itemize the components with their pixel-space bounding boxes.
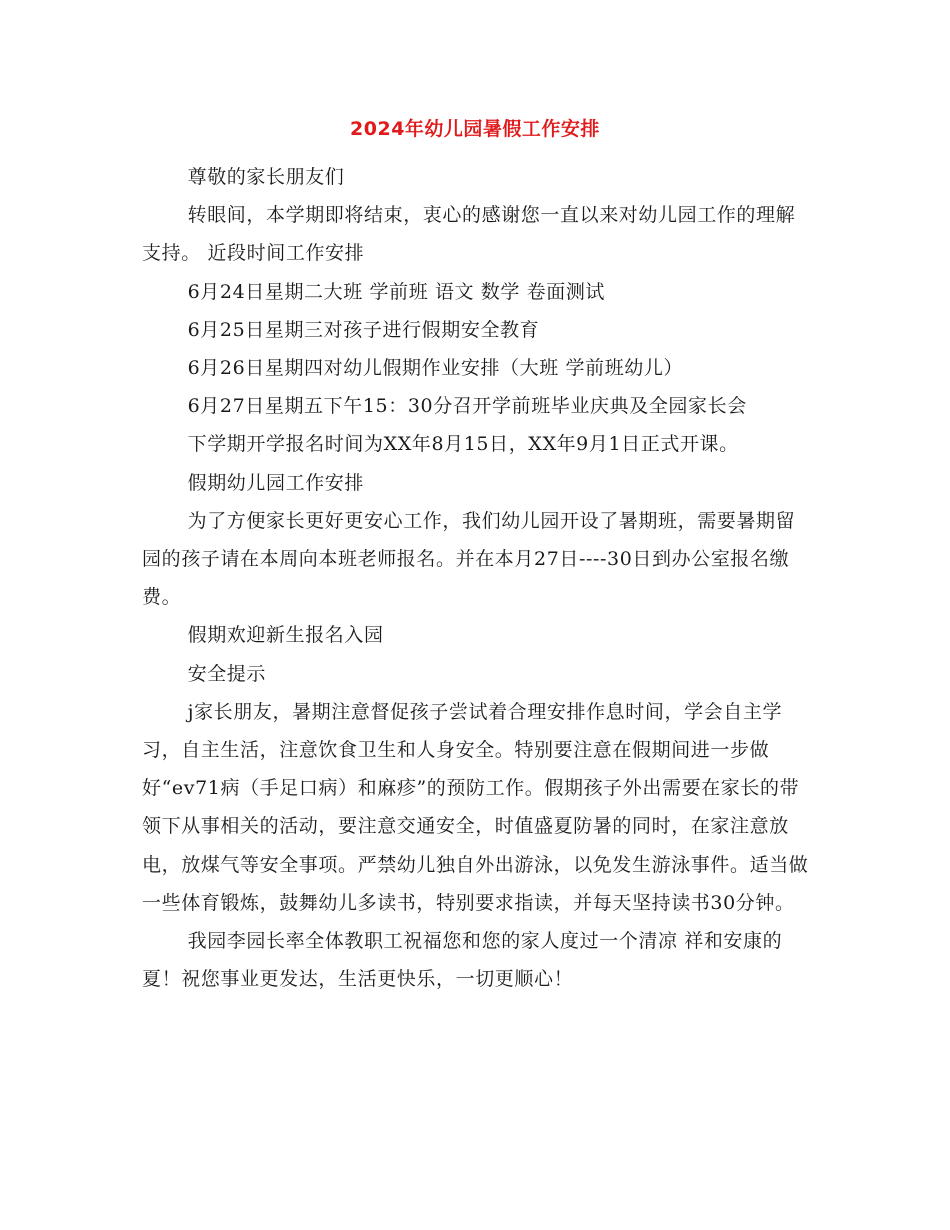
new-student-heading: 假期欢迎新生报名入园 [187, 624, 384, 647]
intro-paragraph: 转眼间，本学期即将结束，衷心的感谢您一直以来对幼儿园工作的理解支持。 近段时间工作安排 [142, 204, 796, 265]
greeting-paragraph: 尊敬的家长朋友们 [187, 166, 345, 188]
schedule-item-june-25: 6月25日星期三对孩子进行假期安全教育 [187, 318, 540, 341]
summer-class-paragraph: 为了方便家长更好更安心工作，我们幼儿园开设了暑期班，需要暑期留园的孩子请在本周向本班老师报名。并在本月27日----30日到办公室报名缴费。 [142, 509, 796, 609]
safety-heading: 安全提示 [187, 662, 266, 685]
holiday-work-heading: 假期幼儿园工作安排 [187, 471, 364, 494]
closing-paragraph: 我园李园长率全体教职工祝福您和您的家人度过一个清凉 祥和安康的夏！祝您事业更发达，生活更快乐，一切更顺心！ [142, 930, 783, 991]
schedule-item-june-24: 6月24日星期二大班 学前班 语文 数学 卷面测试 [187, 280, 606, 303]
registration-paragraph: 下学期开学报名时间为XX年8月15日，XX年9月1日正式开课。 [187, 433, 739, 456]
document-title: 2024年幼儿园暑假工作安排 [350, 118, 600, 140]
document-body [142, 158, 812, 998]
safety-tips-paragraph: j家长朋友，暑期注意督促孩子尝试着合理安排作息时间，学会自主学习，自主生活，注意饮食卫生和人身安全。特别要注意在假期间进一步做好“ev71病（手足口病）和麻疹”的预防工作。假期孩子外出需要在家长的带领下从事相关的活动，要注意交通安全，时值盛夏防暑的同时，在家注意放电，放煤气等安全事项。严禁幼儿独自外出游泳，以免发生游泳事件。适当做一些体育锻炼，鼓舞幼儿多读书，特别要求指读，并每天坚持读书30分钟。 [142, 700, 809, 914]
schedule-item-june-27: 6月27日星期五下午15：30分召开学前班毕业庆典及全园家长会 [187, 395, 747, 418]
schedule-item-june-26: 6月26日星期四对幼儿假期作业安排（大班 学前班幼儿） [187, 357, 684, 380]
